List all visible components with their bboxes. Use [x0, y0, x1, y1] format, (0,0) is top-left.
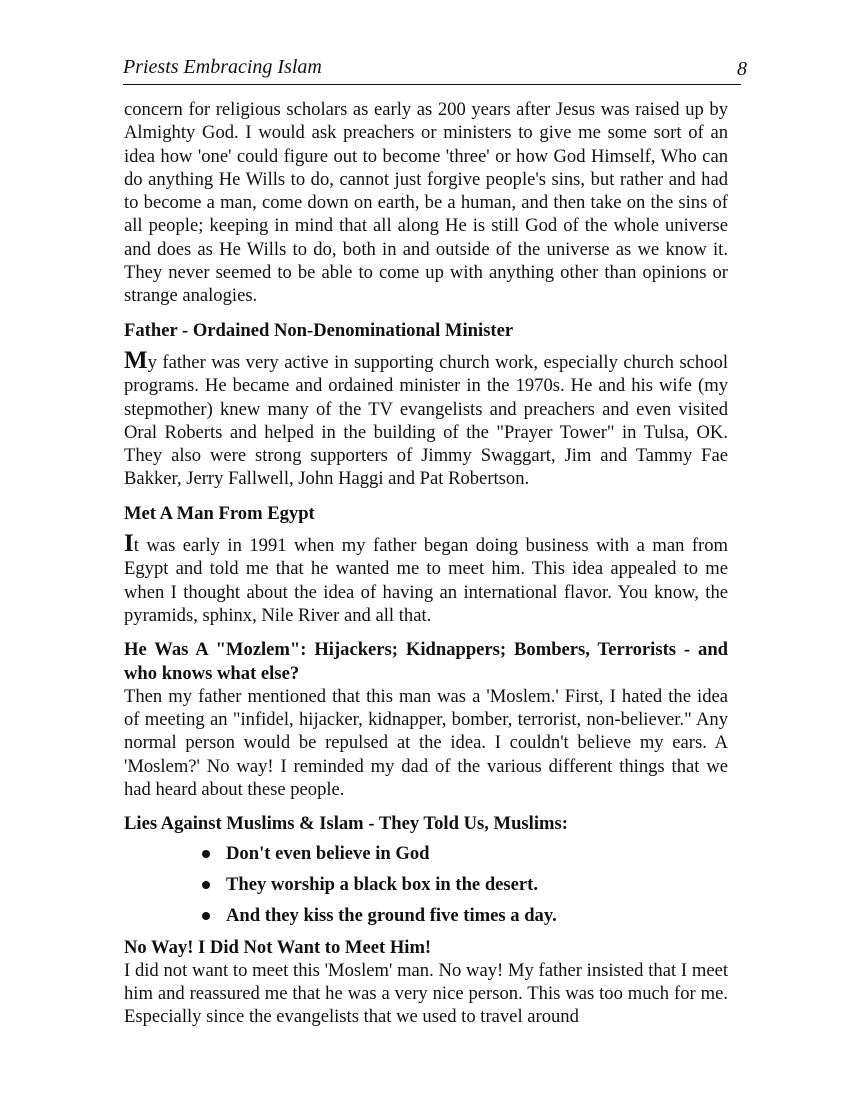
section-heading-mozlem: He Was A "Mozlem": Hijackers; Kidnappers; Bombers, Terrorists - and who knows what else?: [124, 639, 728, 684]
paragraph-text: y father was very active in supporting church work, especially church school programs. He became and ordained minister in the 1970s. He and his wife (my stepmother) knew many of the TV evangelists and preachers and even visited Oral Roberts and helped in the building of the "Prayer Tower" in Tulsa, OK. They also were strong supporters of Jimmy Swaggart, Jim and Tammy Fae Bakker, Jerry Fallwell, John Haggi and Pat Robertson.: [124, 351, 728, 490]
section-heading-father: Father - Ordained Non-Denominational Minister: [124, 319, 514, 341]
list-item-text: Don't even believe in God: [226, 842, 430, 864]
bullet-icon: [202, 850, 210, 858]
paragraph: I did not want to meet this 'Moslem' man. No way! My father insisted that I meet him and reassured me that he was a very nice person. This was too much for me. Especially since the evangelists that we used to travel around: [124, 959, 728, 1028]
bullet-icon: [202, 881, 210, 889]
section-heading-lies: Lies Against Muslims & Islam - They Told Us, Muslims:: [124, 813, 568, 835]
bullet-list: [202, 842, 728, 928]
page-number: 8: [737, 58, 747, 80]
list-item: [202, 842, 728, 865]
section-heading-egypt: Met A Man From Egypt: [124, 502, 315, 524]
paragraph-text: t was early in 1991 when my father began doing business with a man from Egypt and told me that he wanted me to meet him. This idea appealed to me when I thought about the idea of having an international flavor. You know, the pyramids, sphinx, Nile River and all that.: [124, 535, 728, 626]
running-header: [123, 52, 747, 85]
paragraph: [124, 346, 728, 491]
paragraph: [124, 530, 728, 627]
list-item: [202, 904, 728, 927]
list-item: [202, 873, 728, 896]
book-title: Priests Embracing Islam: [123, 56, 322, 78]
paragraph: Then my father mentioned that this man was a 'Moslem.' First, I hated the idea of meeting an "infidel, hijacker, kidnapper, bomber, terrorist, non-believer." Any normal person would be repulsed at the idea. I couldn't believe my ears. A 'Moslem?' No way! I reminded my dad of the various different things that we had heard about these people.: [124, 685, 728, 801]
paragraph: concern for religious scholars as early as 200 years after Jesus was raised up by Almighty God. I would ask preachers or ministers to give me some sort of an idea how 'one' could figure out to become 'three' or how God Himself, Who can do anything He Wills to do, cannot just forgive people's sins, but rather and had to become a man, come down on earth, be a human, and then take on the sins of all people; keeping in mind that all along He is still God of the whole universe and does as He Wills to do, both in and outside of the universe as we know it. They never seemed to be able to come up with anything other than opinions or strange analogies.: [124, 99, 728, 307]
list-item-text: And they kiss the ground five times a day.: [226, 905, 557, 927]
bullet-icon: [202, 912, 210, 920]
list-item-text: They worship a black box in the desert.: [226, 873, 538, 895]
drop-cap: I: [124, 530, 134, 558]
section-heading-no-way: No Way! I Did Not Want to Meet Him!: [124, 936, 432, 958]
body-text: [124, 98, 728, 1029]
drop-cap: M: [124, 346, 148, 374]
